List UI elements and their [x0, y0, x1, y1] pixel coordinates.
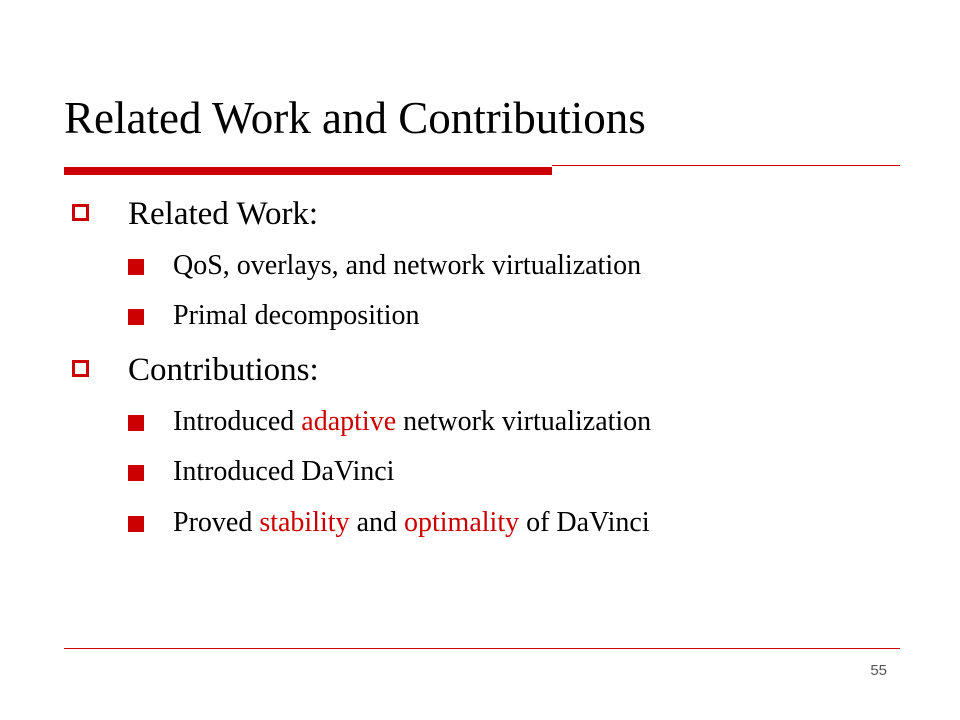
checkbox-icon — [72, 360, 89, 377]
square-bullet-icon — [128, 259, 144, 275]
highlight-optimality: optimality — [404, 507, 520, 538]
section-label: Related Work: — [128, 196, 319, 232]
highlight-adaptive: adaptive — [301, 406, 397, 437]
list-item-text: Primal decomposition — [173, 300, 420, 331]
list-item-text — [173, 509, 650, 537]
text-segment: network virtualization — [396, 406, 652, 437]
slide-title: Related Work and Contributions — [64, 93, 646, 143]
text-segment: and — [349, 507, 404, 538]
checkbox-icon — [72, 204, 89, 221]
text-segment: Proved — [173, 507, 260, 538]
section-label: Contributions: — [128, 352, 319, 388]
square-bullet-icon — [128, 309, 144, 325]
list-item-text: Introduced DaVinci — [173, 456, 395, 487]
text-segment: of DaVinci — [519, 507, 650, 538]
highlight-stability: stability — [259, 507, 350, 538]
square-bullet-icon — [128, 415, 144, 431]
text-segment: Introduced — [173, 406, 302, 437]
page-number: 55 — [870, 662, 887, 679]
title-underline-thin — [552, 165, 900, 166]
list-item-text — [173, 408, 651, 436]
square-bullet-icon — [128, 516, 144, 532]
footer-rule — [64, 648, 900, 649]
square-bullet-icon — [128, 465, 144, 481]
list-item-text: QoS, overlays, and network virtualization — [173, 250, 642, 281]
title-underline-thick — [64, 167, 552, 175]
